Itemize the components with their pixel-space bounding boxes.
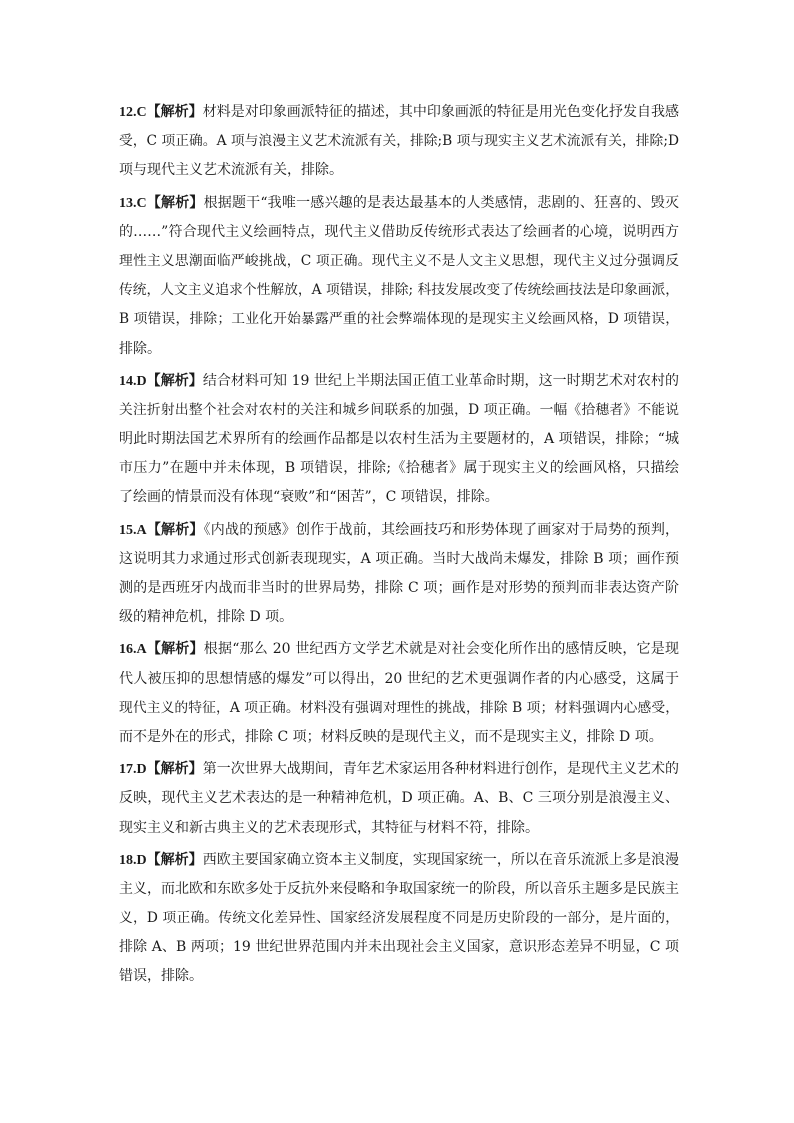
answer-line: [119, 516, 679, 545]
answer-line: 的……”符合现代主义绘画特点，现代主义借助反传统形式表达了绘画者的心境，说明西方: [119, 223, 679, 240]
answer-line: 代人被压抑的思想情感的爆发”可以得出，20 世纪的艺术更强调作者的内心感受，这属于: [119, 670, 679, 687]
answer-line: 排除。: [119, 340, 161, 357]
answer-item-18: [119, 846, 679, 992]
answer-line: 现实主义和新古典主义的艺术表现形式，其特征与材料不符，排除。: [119, 819, 539, 836]
analysis-tag: 【解析】: [146, 641, 204, 658]
answer-line: 主义，而北欧和东欧多处于反抗外来侵略和争取国家统一的阶段，所以音乐主题多是民族主: [119, 880, 679, 897]
answer-line: 而不是外在的形式，排除 C 项；材料反映的是现代主义，而不是现实主义，排除 D 项。: [119, 728, 663, 745]
answer-text: 根据题干“我唯一感兴趣的是表达最基本的人类感情，悲剧的、狂喜的、毁灭: [203, 194, 680, 211]
answer-text: 西欧主要国家确立资本主义制度，实现国家统一，所以在音乐流派上多是浪漫: [202, 851, 680, 868]
answer-number: 16.A: [119, 642, 147, 658]
answer-line: 义，D 项正确。传统文化差异性、国家经济发展程度不同是历史阶段的一部分，是片面的，: [119, 910, 679, 927]
answer-line: 关注折射出整个社会对农村的关注和城乡间联系的加强，D 项正确。一幅《拾穗者》不能说: [119, 401, 679, 418]
answer-line: 明此时期法国艺术界所有的绘画作品都是以农村生活为主要题材的，A 项错误，排除；“城: [119, 431, 679, 448]
answer-number: 12.C: [119, 105, 147, 120]
answer-line: 项与现代主义艺术流派有关，排除。: [119, 162, 343, 179]
answer-line: 错误，排除。: [119, 968, 203, 985]
answer-explanations: [119, 98, 679, 995]
answer-text: 《内战的预感》创作于战前，其绘画技巧和形势体现了画家对于局势的预判，: [203, 521, 680, 538]
answer-line: [119, 189, 679, 218]
answer-item-13: [119, 189, 679, 364]
analysis-tag: 【解析】: [146, 104, 203, 120]
answer-number: 13.C: [119, 195, 147, 211]
answer-line: [119, 367, 679, 396]
answer-line: [119, 846, 679, 875]
answer-text: 根据“那么 20 世纪西方文学艺术就是对社会变化所作出的感情反映，它是现: [203, 641, 680, 658]
answer-line: [119, 755, 679, 784]
answer-line: 级的精神危机，排除 D 项。: [119, 609, 294, 626]
answer-line: 反映，现代主义艺术表达的是一种精神危机，D 项正确。A、B、C 三项分别是浪漫主义、: [119, 790, 679, 807]
answer-text: 结合材料可知 19 世纪上半期法国正值工业革命时期，这一时期艺术对农村的: [202, 372, 679, 389]
answer-item-14: [119, 367, 679, 513]
analysis-tag: 【解析】: [146, 851, 203, 868]
answer-line: B 项错误，排除；工业化开始暴露严重的社会弊端体现的是现实主义绘画风格，D 项错误，: [119, 311, 679, 328]
answer-line: [119, 635, 679, 664]
answer-line: [119, 98, 679, 127]
answer-line: 市压力”在题中并未体现，B 项错误，排除;《拾穗者》属于现实主义的绘画风格，只描绘: [119, 460, 679, 477]
answer-number: 14.D: [119, 373, 147, 389]
answer-text: 材料是对印象画派特征的描述，其中印象画派的特征是用光色变化抒发自我感: [202, 104, 680, 120]
answer-line: 理性主义思潮面临严峻挑战，C 项正确。现代主义不是人文主义思想，现代主义过分强调反: [119, 252, 679, 269]
answer-number: 18.D: [119, 852, 147, 868]
answer-line: 测的是西班牙内战而非当时的世界局势，排除 C 项；画作是对形势的预判而非表达资产阶: [119, 580, 679, 596]
answer-item-12: [119, 98, 679, 186]
analysis-tag: 【解析】: [146, 521, 204, 538]
answer-line: 传统，人文主义追求个性解放，A 项错误，排除; 科技发展改变了传统绘画技法是印象画派，: [119, 282, 679, 299]
answer-item-16: [119, 635, 679, 752]
analysis-tag: 【解析】: [146, 761, 203, 778]
answer-item-15: [119, 516, 679, 633]
analysis-tag: 【解析】: [146, 194, 204, 211]
answer-number: 17.D: [119, 762, 147, 778]
answer-line: 现代主义的特征，A 项正确。材料没有强调对理性的挑战，排除 B 项；材料强调内心感受，: [119, 699, 679, 716]
answer-line: 排除 A、B 两项；19 世纪世界范围内并未出现社会主义国家，意识形态差异不明显，C 项: [119, 939, 679, 956]
answer-line: 受，C 项正确。A 项与浪漫主义艺术流派有关，排除;B 项与现实主义艺术流派有关，排除;D: [119, 133, 679, 150]
answer-item-17: [119, 755, 679, 843]
answer-line: 这说明其力求通过形式创新表现现实，A 项正确。当时大战尚未爆发，排除 B 项；画作预: [119, 550, 679, 567]
analysis-tag: 【解析】: [146, 372, 203, 389]
answer-text: 第一次世界大战期间，青年艺术家运用各种材料进行创作，是现代主义艺术的: [202, 761, 680, 778]
answer-line: 了绘画的情景而没有体现“衰败”和“困苦”，C 项错误，排除。: [119, 489, 499, 506]
answer-number: 15.A: [119, 522, 147, 538]
